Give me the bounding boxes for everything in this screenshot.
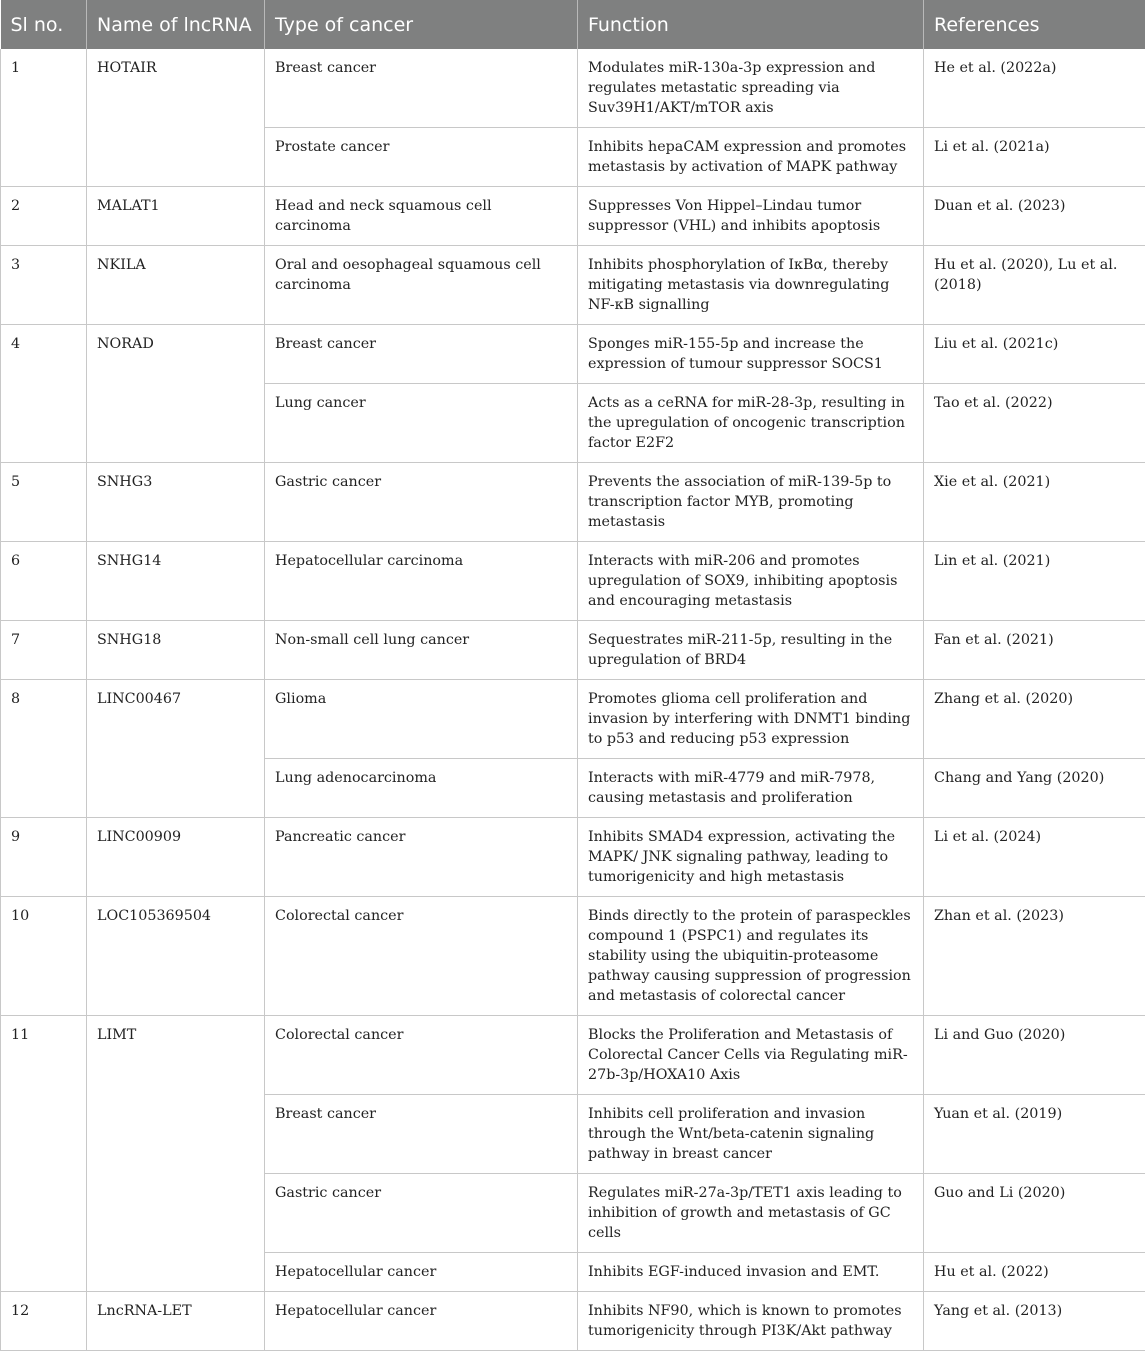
- header-function: Function: [578, 0, 924, 49]
- lncrna-name-cell: LIMT: [87, 1016, 265, 1292]
- lncrna-name-cell: SNHG14: [87, 542, 265, 621]
- function-cell: Inhibits SMAD4 expression, activating the MAPK/ JNK signaling pathway, leading to tumorigenicity and high metastasis: [578, 818, 924, 897]
- table-row: [1, 325, 1145, 384]
- header-references: References: [924, 0, 1145, 49]
- function-cell: Prevents the association of miR-139-5p to transcription factor MYB, promoting metastasis: [578, 463, 924, 542]
- cancer-type-cell: Hepatocellular carcinoma: [265, 542, 578, 621]
- function-cell: Inhibits phosphorylation of IκBα, thereby mitigating metastasis via downregulating NF-κB signalling: [578, 246, 924, 325]
- cancer-type-cell: Glioma: [265, 680, 578, 759]
- function-cell: Acts as a ceRNA for miR-28-3p, resulting in the upregulation of oncogenic transcription factor E2F2: [578, 384, 924, 463]
- header-sl-no: Sl no.: [1, 0, 87, 49]
- table-row: [1, 897, 1145, 1016]
- function-cell: Promotes glioma cell proliferation and invasion by interfering with DNMT1 binding to p53 and reducing p53 expression: [578, 680, 924, 759]
- function-cell: Interacts with miR-4779 and miR-7978, causing metastasis and proliferation: [578, 759, 924, 818]
- sl-no-cell: 5: [1, 463, 87, 542]
- cancer-type-cell: Oral and oesophageal squamous cell carcinoma: [265, 246, 578, 325]
- reference-cell: Hu et al. (2020), Lu et al. (2018): [924, 246, 1145, 325]
- cancer-type-cell: Colorectal cancer: [265, 897, 578, 1016]
- cancer-type-cell: Breast cancer: [265, 49, 578, 128]
- lncrna-name-cell: SNHG18: [87, 621, 265, 680]
- cancer-type-cell: Lung cancer: [265, 384, 578, 463]
- reference-cell: Tao et al. (2022): [924, 384, 1145, 463]
- cancer-type-cell: Gastric cancer: [265, 463, 578, 542]
- table-row: [1, 49, 1145, 128]
- reference-cell: Duan et al. (2023): [924, 187, 1145, 246]
- table-row: [1, 621, 1145, 680]
- function-cell: Sponges miR-155-5p and increase the expression of tumour suppressor SOCS1: [578, 325, 924, 384]
- table-body: [1, 49, 1145, 1351]
- cancer-type-cell: Breast cancer: [265, 325, 578, 384]
- function-cell: Interacts with miR-206 and promotes upregulation of SOX9, inhibiting apoptosis and encouraging metastasis: [578, 542, 924, 621]
- header-cancer-type: Type of cancer: [265, 0, 578, 49]
- sl-no-cell: 2: [1, 187, 87, 246]
- sl-no-cell: 8: [1, 680, 87, 818]
- table-row: [1, 463, 1145, 542]
- function-cell: Modulates miR-130a-3p expression and regulates metastatic spreading via Suv39H1/AKT/mTOR axis: [578, 49, 924, 128]
- function-cell: Suppresses Von Hippel–Lindau tumor suppressor (VHL) and inhibits apoptosis: [578, 187, 924, 246]
- lncrna-name-cell: LINC00909: [87, 818, 265, 897]
- lncrna-name-cell: NORAD: [87, 325, 265, 463]
- table-row: [1, 818, 1145, 897]
- cancer-type-cell: Hepatocellular cancer: [265, 1253, 578, 1292]
- header-row: [1, 0, 1145, 49]
- reference-cell: Guo and Li (2020): [924, 1174, 1145, 1253]
- reference-cell: Li et al. (2024): [924, 818, 1145, 897]
- lncrna-name-cell: LOC105369504: [87, 897, 265, 1016]
- sl-no-cell: 4: [1, 325, 87, 463]
- table-row: [1, 542, 1145, 621]
- table-row: [1, 680, 1145, 759]
- reference-cell: Zhang et al. (2020): [924, 680, 1145, 759]
- function-cell: Inhibits NF90, which is known to promotes tumorigenicity through PI3K/Akt pathway: [578, 1292, 924, 1351]
- sl-no-cell: 3: [1, 246, 87, 325]
- table-row: [1, 1016, 1145, 1095]
- table-row: [1, 246, 1145, 325]
- lncrna-name-cell: MALAT1: [87, 187, 265, 246]
- lncrna-name-cell: NKILA: [87, 246, 265, 325]
- sl-no-cell: 11: [1, 1016, 87, 1292]
- function-cell: Inhibits cell proliferation and invasion through the Wnt/beta-catenin signaling pathway in breast cancer: [578, 1095, 924, 1174]
- lncrna-name-cell: LncRNA-LET: [87, 1292, 265, 1351]
- sl-no-cell: 7: [1, 621, 87, 680]
- cancer-type-cell: Head and neck squamous cell carcinoma: [265, 187, 578, 246]
- function-cell: Binds directly to the protein of paraspeckles compound 1 (PSPC1) and regulates its stability using the ubiquitin-proteasome pathway causing suppression of progression and metastasis of colorectal cancer: [578, 897, 924, 1016]
- table-row: [1, 1292, 1145, 1351]
- reference-cell: Zhan et al. (2023): [924, 897, 1145, 1016]
- sl-no-cell: 10: [1, 897, 87, 1016]
- reference-cell: Yuan et al. (2019): [924, 1095, 1145, 1174]
- reference-cell: Lin et al. (2021): [924, 542, 1145, 621]
- lncrna-name-cell: HOTAIR: [87, 49, 265, 187]
- function-cell: Regulates miR-27a-3p/TET1 axis leading to inhibition of growth and metastasis of GC cells: [578, 1174, 924, 1253]
- header-lncrna-name: Name of lncRNA: [87, 0, 265, 49]
- function-cell: Inhibits EGF-induced invasion and EMT.: [578, 1253, 924, 1292]
- sl-no-cell: 9: [1, 818, 87, 897]
- cancer-type-cell: Pancreatic cancer: [265, 818, 578, 897]
- reference-cell: He et al. (2022a): [924, 49, 1145, 128]
- cancer-type-cell: Hepatocellular cancer: [265, 1292, 578, 1351]
- sl-no-cell: 12: [1, 1292, 87, 1351]
- cancer-type-cell: Gastric cancer: [265, 1174, 578, 1253]
- table-row: [1, 187, 1145, 246]
- function-cell: Sequestrates miR-211-5p, resulting in the upregulation of BRD4: [578, 621, 924, 680]
- sl-no-cell: 6: [1, 542, 87, 621]
- cancer-type-cell: Non-small cell lung cancer: [265, 621, 578, 680]
- reference-cell: Xie et al. (2021): [924, 463, 1145, 542]
- reference-cell: Chang and Yang (2020): [924, 759, 1145, 818]
- reference-cell: Li and Guo (2020): [924, 1016, 1145, 1095]
- reference-cell: Yang et al. (2013): [924, 1292, 1145, 1351]
- cancer-type-cell: Prostate cancer: [265, 128, 578, 187]
- reference-cell: Fan et al. (2021): [924, 621, 1145, 680]
- reference-cell: Li et al. (2021a): [924, 128, 1145, 187]
- sl-no-cell: 1: [1, 49, 87, 187]
- lncrna-name-cell: LINC00467: [87, 680, 265, 818]
- cancer-type-cell: Lung adenocarcinoma: [265, 759, 578, 818]
- table-header: [1, 0, 1145, 49]
- lncrna-name-cell: SNHG3: [87, 463, 265, 542]
- cancer-type-cell: Breast cancer: [265, 1095, 578, 1174]
- reference-cell: Hu et al. (2022): [924, 1253, 1145, 1292]
- function-cell: Inhibits hepaCAM expression and promotes metastasis by activation of MAPK pathway: [578, 128, 924, 187]
- reference-cell: Liu et al. (2021c): [924, 325, 1145, 384]
- cancer-type-cell: Colorectal cancer: [265, 1016, 578, 1095]
- function-cell: Blocks the Proliferation and Metastasis of Colorectal Cancer Cells via Regulating miR-27b-3p/HOXA10 Axis: [578, 1016, 924, 1095]
